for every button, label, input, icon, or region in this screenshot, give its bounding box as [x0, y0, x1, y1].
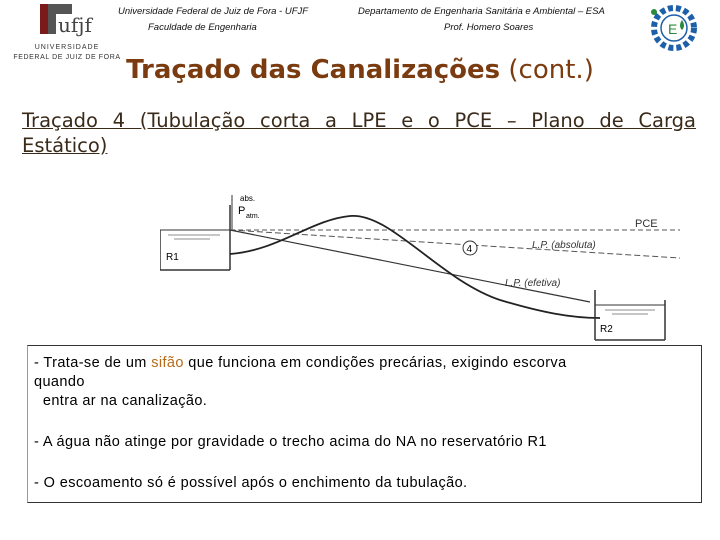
logo-mark: ufjf [58, 13, 92, 37]
logo-text-2: FEDERAL DE JUIZ DE FORA [13, 54, 121, 61]
bullet-2: - A água não atinge por gravidade o trecho acima do NA no reservatório R1 [34, 434, 547, 450]
page-title [0, 55, 720, 85]
logo-text-1: UNIVERSIDADE [34, 44, 100, 51]
patm-sub: atm. [246, 213, 260, 220]
subtitle-line-1: Traçado 4 (Tubulação corta a LPE e o PCE – Plano de Carga [22, 109, 696, 132]
bullet-1-line3: entra ar na canalização. [34, 393, 208, 409]
r1-label: R1 [166, 252, 179, 263]
patm-label: P [238, 205, 246, 217]
bullet-3: - O escoamento só é possível após o enchimento da tubulação. [34, 475, 468, 491]
lp-abs-label: L.P. (absoluta) [532, 240, 596, 251]
bullet-1-highlight: sifão [151, 355, 184, 371]
bullet-1 [34, 354, 567, 372]
subtitle-line-2: Estático) [22, 134, 108, 157]
pabs-label: abs. [240, 194, 256, 203]
header-faculty: Faculdade de Engenharia [148, 22, 257, 33]
bullet-1-suffix: que funciona em condições precárias, exigindo escorva [183, 355, 567, 371]
title-bold: Traçado das Canalizações [126, 55, 501, 85]
header-department: Departamento de Engenharia Sanitária e Ambiental – ESA [358, 6, 605, 17]
siphon-diagram [160, 190, 700, 350]
marker-4: 4 [466, 244, 473, 255]
r2-label: R2 [600, 324, 613, 335]
title-rest: (cont.) [500, 55, 594, 85]
lp-ef-label: L.P. (efetiva) [505, 278, 561, 289]
bullet-1-prefix: - Trata-se de um [34, 355, 152, 371]
explanation-box [27, 345, 702, 503]
pce-label: PCE [635, 218, 658, 230]
esa-letter: E [668, 21, 678, 37]
header-university: Universidade Federal de Juiz de Fora - UFJF [118, 6, 309, 17]
header-professor: Prof. Homero Soares [444, 22, 534, 33]
bullet-1-line2: quando [34, 374, 85, 390]
esa-logo [646, 4, 702, 52]
